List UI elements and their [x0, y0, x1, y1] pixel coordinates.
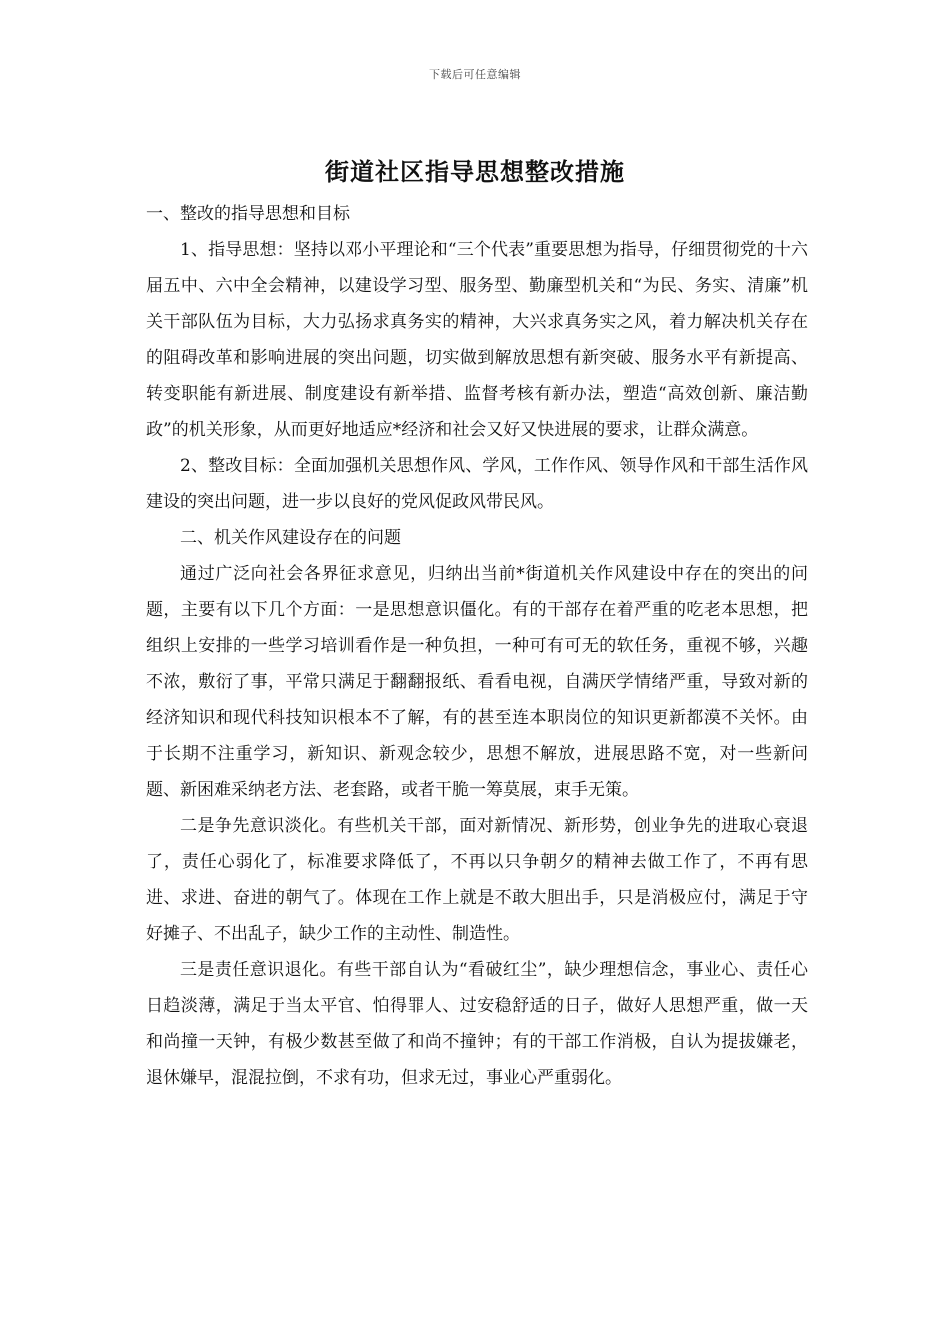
paragraph-problem-three: 三是责任意识退化。有些干部自认为“看破红尘”，缺少理想信念，事业心、责任心日趋淡薄，满足于当太平官、怕得罪人、过安稳舒适的日子，做好人思想严重，做一天和尚撞一天钟，有极少数甚至做了和尚不撞钟；有的干部工作消极，自认为提拔嫌老，退休嫌早，混混拉倒，不求有功，但求无过，事业心严重弱化。: [146, 960, 808, 1088]
paragraph-rectification-goal: 2、整改目标：全面加强机关思想作风、学风，工作作风、领导作风和干部生活作风建设的突出问题，进一步以良好的党风促政风带民风。: [146, 456, 808, 512]
document-title: 街道社区指导思想整改措施: [325, 157, 625, 186]
header-note: 下载后可任意编辑: [429, 68, 521, 81]
document-body: [146, 196, 808, 1096]
section-heading-1: 一、整改的指导思想和目标: [146, 204, 350, 224]
paragraph-problems-intro: 通过广泛向社会各界征求意见，归纳出当前*街道机关作风建设中存在的突出的问题，主要有以下几个方面：一是思想意识僵化。有的干部存在着严重的吃老本思想，把组织上安排的一些学习培训看作是一种负担，一种可有可无的软任务，重视不够，兴趣不浓，敷衍了事，平常只满足于翻翻报纸、看看电视，自满厌学情绪严重，导致对新的经济知识和现代科技知识根本不了解，有的甚至连本职岗位的知识更新都漠不关怀。由于长期不注重学习，新知识、新观念较少，思想不解放，进展思路不宽，对一些新问题、新困难采纳老方法、老套路，或者干脆一筹莫展，束手无策。: [146, 564, 808, 800]
paragraph-guiding-thought: 1、指导思想：坚持以邓小平理论和“三个代表”重要思想为指导，仔细贯彻党的十六届五中、六中全会精神，以建设学习型、服务型、勤廉型机关和“为民、务实、清廉”机关干部队伍为目标，大力弘扬求真务实的精神，大兴求真务实之风，着力解决机关存在的阻碍改革和影响进展的突出问题，切实做到解放思想有新突破、服务水平有新提高、转变职能有新进展、制度建设有新举措、监督考核有新办法，塑造“高效创新、廉洁勤政”的机关形象，从而更好地适应*经济和社会又好又快进展的要求，让群众满意。: [146, 240, 808, 440]
section-heading-2: 二、机关作风建设存在的问题: [180, 528, 401, 548]
paragraph-problem-two: 二是争先意识淡化。有些机关干部，面对新情况、新形势，创业争先的进取心衰退了，责任心弱化了，标准要求降低了，不再以只争朝夕的精神去做工作了，不再有思进、求进、奋进的朝气了。体现在工作上就是不敢大胆出手，只是消极应付，满足于守好摊子、不出乱子，缺少工作的主动性、制造性。: [146, 816, 808, 944]
